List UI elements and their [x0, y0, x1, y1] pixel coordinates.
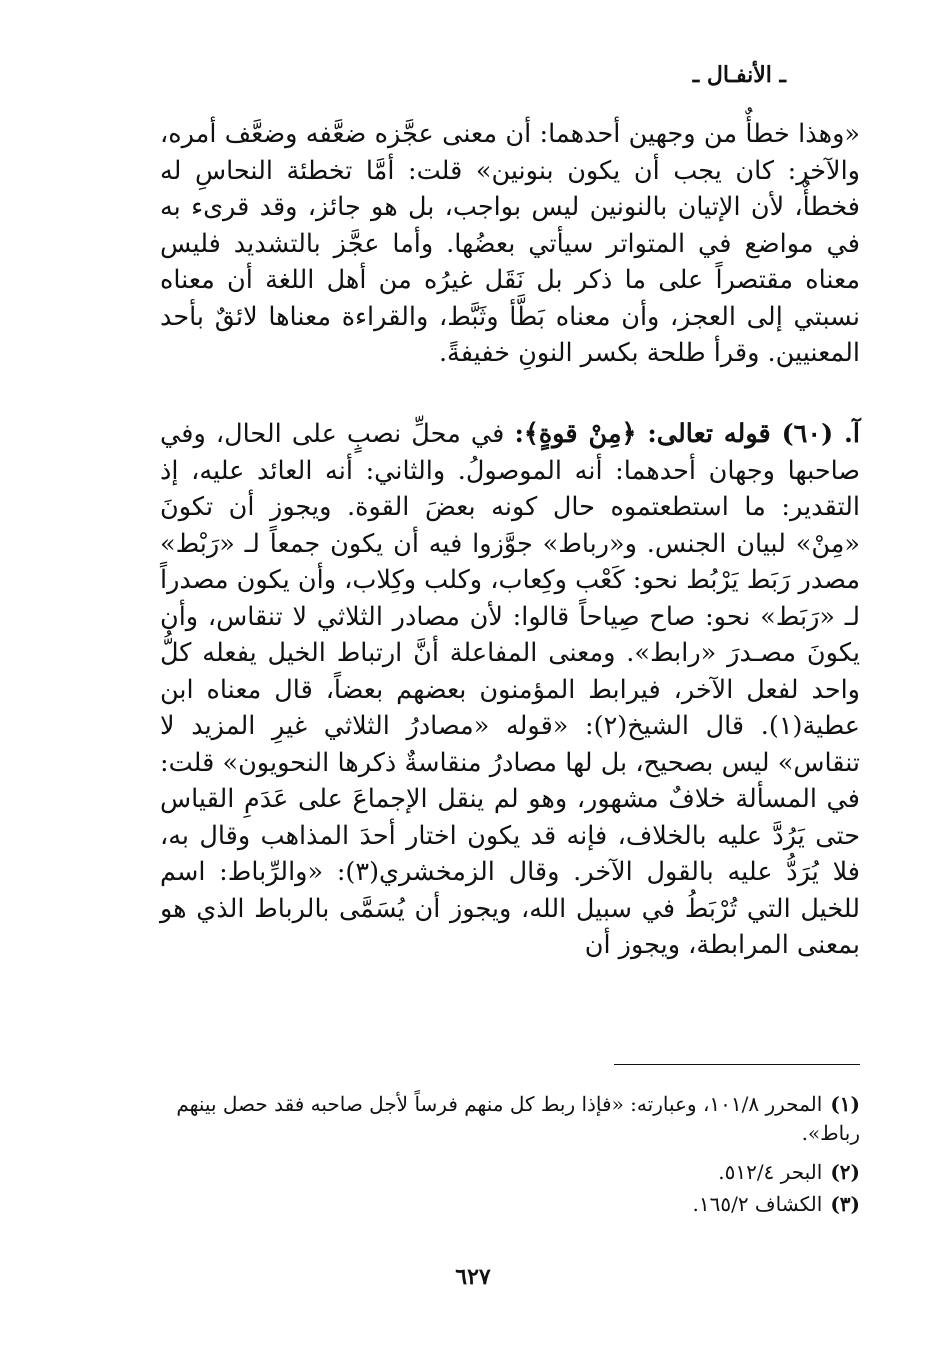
footnote-number: (٣): [830, 1192, 860, 1216]
footnote-number: (١): [830, 1092, 860, 1116]
page-number: ٦٢٧: [455, 1264, 491, 1290]
footnote-text: البحر ٥١٢/٤.: [718, 1160, 823, 1184]
footnote-2: [160, 1158, 860, 1187]
running-header: [160, 60, 786, 90]
paragraph-2-text: في محلِّ نصبٍ على الحال، وفي صاحبها وجهان أحدهما: أنه الموصولُ. والثاني: أنه العائد عليه، إذ التقدير: ما استطعتموه حال كونه بعضَ القوة. ويجوز أن تكونَ «مِنْ» لبيان الجنس. و«رباط» جوَّزوا فيه أن يكون جمعاً لـ «رَبْط» مصدر رَبَط يَرْبُط نحو: كَعْب وكِعاب، وكلب وكِلاب، وأن يكون مصدراً لـ «رَبَط» نحو: صاح صِياحاً قالوا: لأن مصادر الثلاثي لا تنقاس، وأن يكونَ مصـدرَ «رابط». ومعنى المفاعلة أنَّ ارتباط الخيل يفعله كلُّ واحد لفعل الآخر، فيرابط المؤمنون بعضهم بعضاً، قال معناه ابن عطية(١). قال الشيخ(٢): «قوله «مصادرُ الثلاثي غيرِ المزيد لا تنقاس» ليس بصحيح، بل لها مصادرُ منقاسةٌ ذكرها النحويون» قلت: في المسألة خلافٌ مشهور، وهو لم ينقل الإجماعَ على عَدَمِ القياس حتى يَرُدَّ عليه بالخلاف، فإنه قد يكون اختار أحدَ المذاهب وقال به، فلا يُرَدُّ عليه بالقول الآخر. وقال الزمخشري(٣): «والرِّباط: اسم للخيل التي تُرْبَطُ في سبيل الله، ويجوز أن يُسَمَّى بالرباط الذي هو بمعنى المرابطة، ويجوز أن: [160, 419, 860, 960]
body-paragraph-2: [160, 416, 860, 964]
body-paragraph-1: «وهذا خطأٌ من وجهين أحدهما: أن معنى عجَّزه ضعَّفه وضعَّف أمره، والآخر: كان يجب أن يكون بنونين» قلت: أمَّا تخطئة النحاسِ له فخطأٌ، لأن الإتيان بالنونين ليس بواجب، بل هو جائز، وقد قرىء به في مواضع في المتواتر سيأتي بعضُها. وأما عجَّز بالتشديد فليس معناه مقتصراً على ما ذكر بل نَقَل غيرُه من أهل اللغة أن معناه نسبتي إلى العجز، وأن معناه بَطَّأ وثَبَّط، والقراءة معناها لائقٌ بأحد المعنيين. وقرأ طلحة بكسر النونِ خفيفةً.: [160, 119, 860, 368]
verse-citation-lead: آ. (٦٠) قوله تعالى: ﴿مِنْ قوةٍ﴾:: [514, 419, 861, 449]
footnote-text: الكشاف ١٦٥/٢.: [692, 1192, 823, 1216]
footnote-separator: [614, 1064, 860, 1065]
footnote-1: [160, 1090, 860, 1148]
footnote-3: [160, 1190, 860, 1219]
running-title: ـ الأنفـال ـ: [692, 62, 786, 88]
footnote-text: المحرر ١٠١/٨، وعبارته: «فإذا ربط كل منهم فرساً لأجل صاحبه فقد حصل بينهم رباط».: [176, 1092, 860, 1145]
footnote-number: (٢): [830, 1160, 860, 1184]
